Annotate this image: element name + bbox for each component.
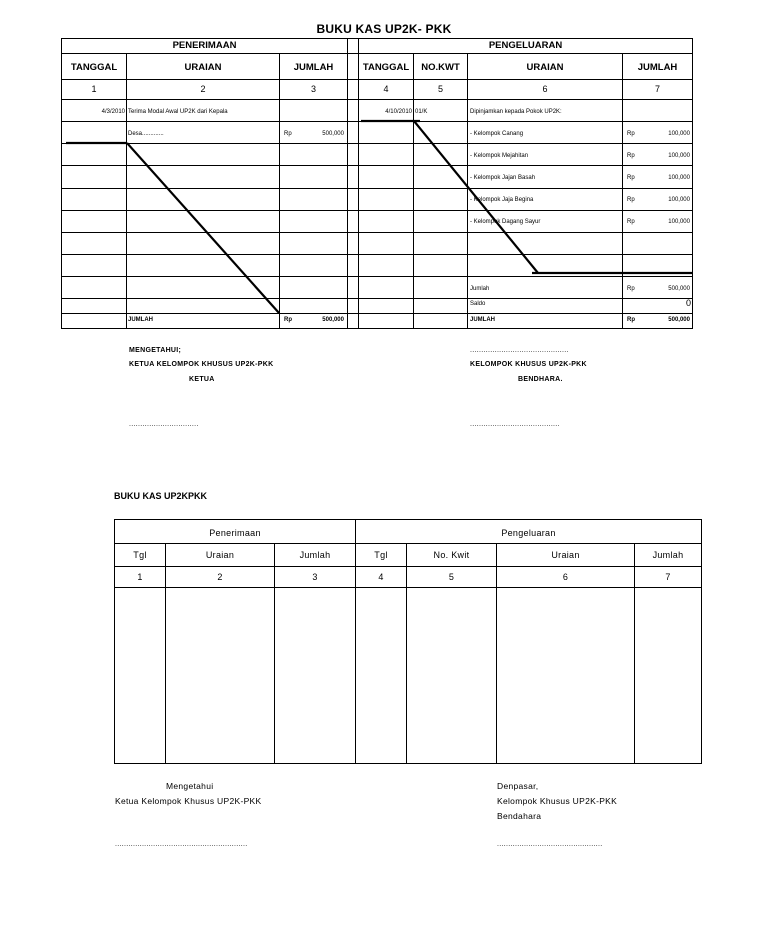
expense-item-amount: 100,000 (668, 219, 690, 225)
form2-col-header-jumlah: Jumlah (299, 550, 331, 560)
sig-right-line: ........................................ (470, 421, 560, 428)
receipt-date: 4/3/2010 (101, 109, 125, 115)
col-number: 5 (437, 84, 443, 94)
form2-col-header-tgl: Tgl (133, 550, 147, 560)
total-label: JUMLAH (128, 317, 153, 323)
form2-sig-left-line: ........................................................... (115, 841, 248, 848)
sig-left-role: KETUA KELOMPOK KHUSUS UP2K-PKK (129, 361, 274, 368)
total-expense-amount: 500,000 (668, 317, 690, 323)
col-header-uraian: URAIAN (526, 62, 564, 73)
form2-col-number: 3 (312, 572, 318, 582)
form2-col-number: 5 (448, 572, 455, 582)
col-number: 4 (383, 84, 389, 94)
total-label: JUMLAH (470, 317, 495, 323)
form2-col-header-no-kwit: No. Kwit (433, 550, 470, 560)
form2-col-number: 7 (665, 572, 671, 582)
col-number: 1 (91, 84, 97, 94)
expense-item-currency: Rp (627, 175, 635, 181)
total-receipt-amount: 500,000 (322, 317, 344, 323)
expenses-header: PENGELUARAN (488, 40, 563, 51)
form2-receipts-header: Penerimaan (209, 528, 261, 538)
col-header-no-kwt: NO.KWT (421, 62, 460, 73)
col-number: 2 (200, 84, 206, 94)
expense-item-amount: 100,000 (668, 131, 690, 137)
expense-item-amount: 100,000 (668, 175, 690, 181)
expense-item-amount: 100,000 (668, 197, 690, 203)
expense-item-label: - Kelompok Jajan Basah (470, 175, 536, 181)
form2-col-header-uraian: Uraian (551, 550, 580, 560)
expense-date: 4/10/2010 (385, 109, 412, 115)
col-header-uraian: URAIAN (184, 62, 222, 73)
expense-kwt: 01/K (415, 109, 428, 115)
sig-left-line: ............................... (129, 421, 199, 428)
form2-sig-right-line: ............................................... (497, 841, 603, 848)
form2-col-number: 6 (562, 572, 569, 582)
receipt-description-cont: Desa............. (128, 131, 164, 137)
expense-item-currency: Rp (627, 153, 635, 159)
col-header-jumlah: JUMLAH (637, 62, 678, 73)
expense-item-amount: 100,000 (668, 153, 690, 159)
form2-col-number: 2 (217, 572, 223, 582)
col-number: 7 (654, 84, 660, 94)
expense-item-currency: Rp (627, 219, 635, 225)
form2-title: BUKU KAS UP2KPKK (114, 491, 208, 501)
form2-col-header-jumlah: Jumlah (652, 550, 684, 560)
form2-col-number: 1 (137, 572, 143, 582)
receipt-amount: 500,000 (322, 131, 344, 137)
form2-sig-left-role: Ketua Kelompok Khusus UP2K-PKK (115, 796, 262, 806)
col-number: 6 (542, 84, 548, 94)
subtotal-amount: 500,000 (668, 286, 690, 292)
form2-col-header-tgl: Tgl (374, 550, 388, 560)
sig-right-place-line: ............................................ (470, 347, 569, 354)
col-number: 3 (310, 84, 316, 94)
receipt-description: Terima Modal Awal UP2K dari Kepala (128, 109, 228, 115)
col-header-tanggal: TANGGAL (362, 62, 410, 73)
col-header-jumlah: JUMLAH (293, 62, 334, 73)
form2-sig-right-place: Denpasar, (497, 781, 539, 791)
expense-item-label: - Kelompok Dagang Sayur (470, 219, 541, 225)
expense-item-label: - Kelompok Canang (470, 131, 524, 137)
form2-sig-right-role: Kelompok Khusus UP2K-PKK (497, 796, 618, 806)
form2-sig-left-heading: Mengetahui (166, 781, 214, 791)
sig-right-title: BENDHARA. (518, 376, 563, 383)
saldo-label: Saldo (470, 301, 486, 307)
expense-item-currency: Rp (627, 131, 635, 137)
expense-item-currency: Rp (627, 197, 635, 203)
col-header-tanggal: TANGGAL (70, 62, 118, 73)
receipts-header: PENERIMAAN (172, 40, 237, 51)
total-receipt-currency: Rp (284, 317, 292, 323)
receipt-currency: Rp (284, 131, 292, 137)
form1-title: BUKU KAS UP2K- PKK (316, 22, 452, 36)
sig-right-role: KELOMPOK KHUSUS UP2K-PKK (470, 361, 587, 368)
sig-left-heading: MENGETAHUI; (129, 347, 182, 354)
subtotal-currency: Rp (627, 286, 635, 292)
sig-left-title: KETUA (189, 376, 215, 383)
saldo-value: 0 (685, 298, 691, 308)
form2-col-number: 4 (378, 572, 384, 582)
form2-sig-right-title: Bendahara (497, 811, 542, 821)
form2-expenses-header: Pengeluaran (501, 528, 556, 538)
expense-item-label: - Kelompok Jaja Begina (470, 197, 534, 203)
total-expense-currency: Rp (627, 317, 635, 323)
expense-item-label: - Kelompok Mejahitan (470, 153, 529, 159)
subtotal-label: Jumlah (470, 286, 490, 292)
expense-heading: Dipinjamkan kepada Pokok UP2K: (470, 109, 562, 115)
form2-col-header-uraian: Uraian (205, 550, 235, 560)
